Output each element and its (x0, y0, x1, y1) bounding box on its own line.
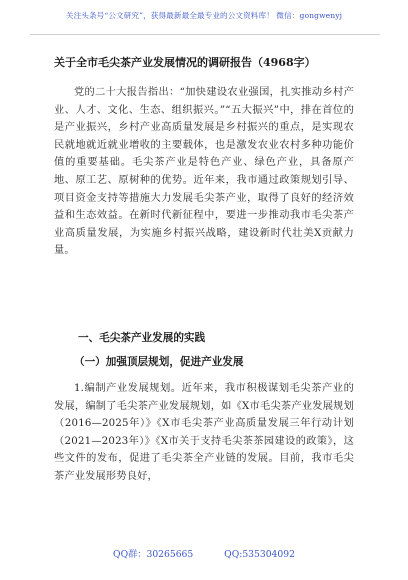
intro-paragraph: 党的二十大报告指出：“加快建设农业强国，扎实推动乡村产业、人才、文化、生态、组织振兴。”“五大振兴”中，排在首位的是产业振兴，乡村产业高质量发展是乡村振兴的重点，是实现农民就地就近就业增收的主要载体，也是激发农业农村多种功能价值的重要基础。毛尖茶产业是特色产业、绿色产业，具备原产地、原工艺、原树种的优势。近年来，我市通过政策规划引导、项目资金支持等措施大力发展毛尖茶产业，取得了良好的经济效益和生态效益。在新时代新征程中，要进一步推动我市毛尖茶产业高质量发展，为实施乡村振兴战略，建设新时代壮美X贡献力量。 (54, 87, 354, 257)
subsection-heading: （一）加强顶层规划，促进产业发展 (74, 356, 244, 368)
body-paragraph: 1.编制产业发展规划。近年来，我市积极谋划毛尖茶产业的发展，编制了毛尖茶产业发展规划，如《X市毛尖茶产业发展规划（2016—2025年）》《X市毛尖茶产业高质量发展三年行动计划（2021—2023年）》《X市关于支持毛尖茶茶园建设的政策》，这些文件的发布，促进了毛尖茶全产业链的发展。目前，我市毛尖茶产业发展形势良好， (54, 383, 354, 482)
document-title: 关于全市毛尖茶产业发展情况的调研报告（4968字） (54, 56, 316, 69)
footer-contact (0, 546, 408, 560)
header-divider (30, 34, 380, 35)
header-banner: 关注头条号“公文研究”，获得最新最全最专业的公文资料库！ 微信：gongwenyj (65, 11, 343, 20)
section-heading: 一、毛尖茶产业发展的实践 (78, 332, 206, 344)
footer-qq: QQ:535304092 (224, 549, 295, 560)
footer-qq-group: QQ群：30265665 (113, 549, 194, 560)
